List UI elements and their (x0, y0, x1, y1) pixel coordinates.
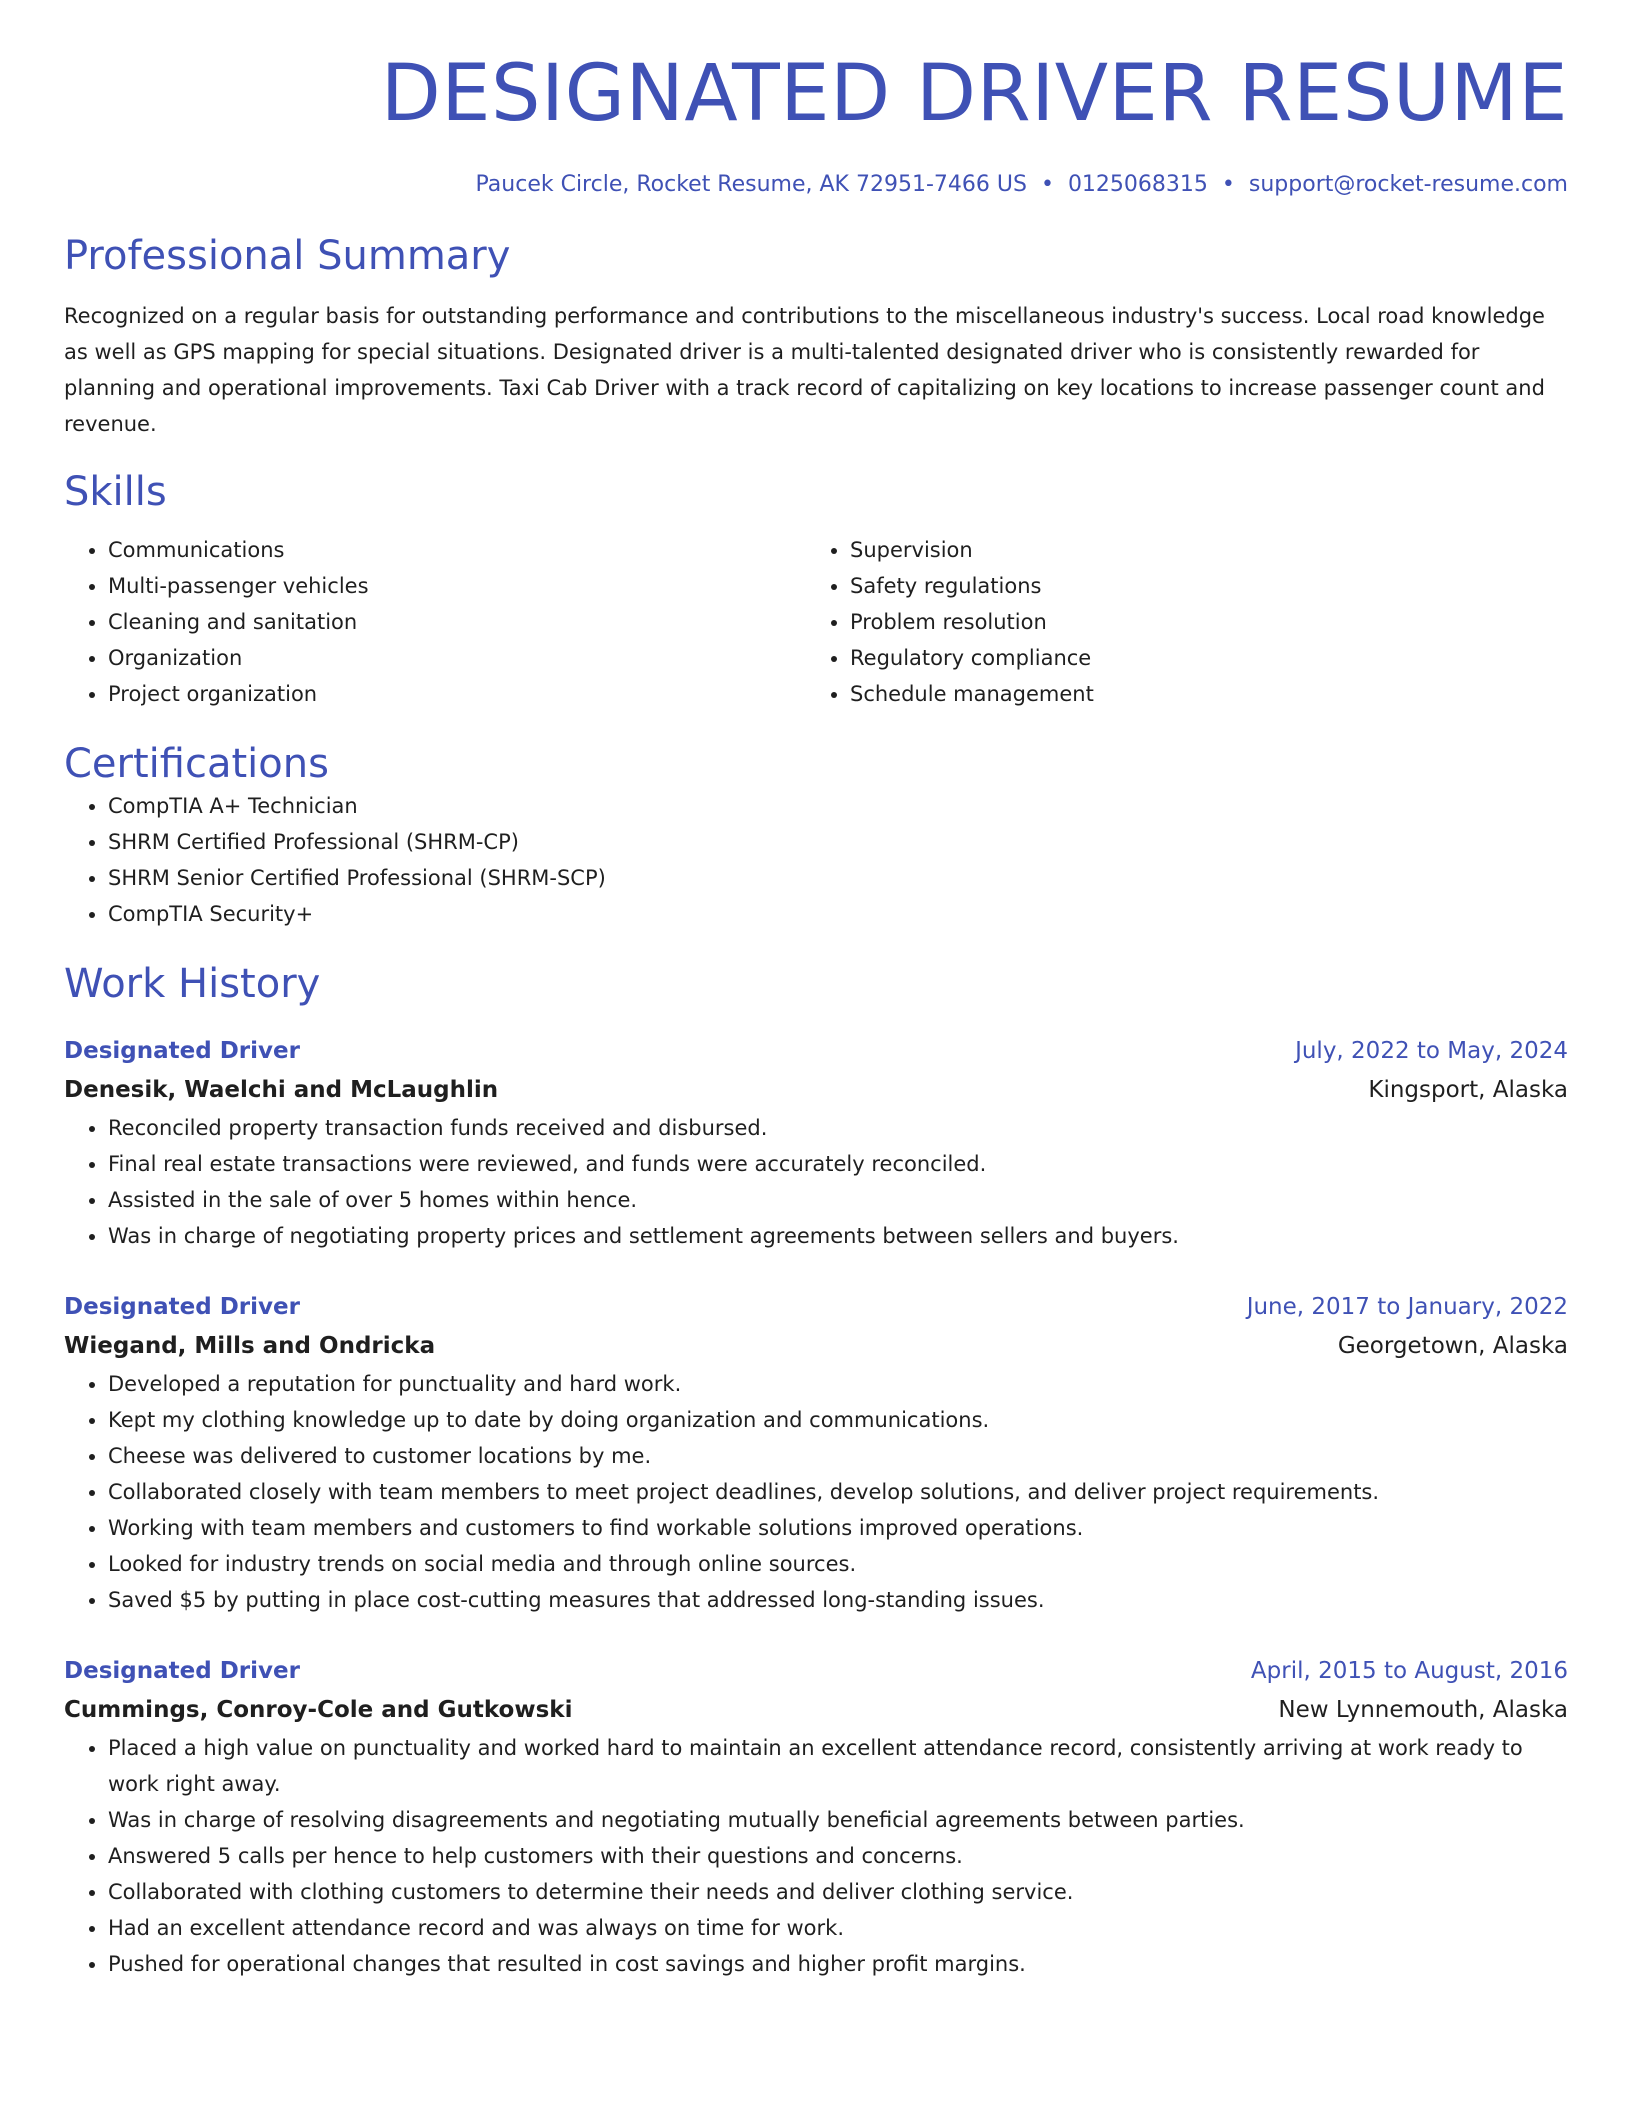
job-header-row (64, 1288, 1568, 1326)
job-dates: July, 2022 to May, 2024 (1295, 1038, 1568, 1065)
skill-item: • Supervision (850, 532, 1548, 568)
job-company-row (64, 1690, 1568, 1730)
section-heading-summary: Professional Summary (64, 233, 511, 280)
skill-item: • Organization (108, 640, 806, 676)
skill-item: • Safety regulations (850, 568, 1548, 604)
job-bullet: • Collaborated closely with team members to meet project deadlines, develop solutions, and deliver project requirements. (108, 1474, 1568, 1510)
section-heading-work-history: Work History (64, 961, 321, 1008)
job-dates: June, 2017 to January, 2022 (1246, 1294, 1568, 1321)
section-heading-skills: Skills (64, 469, 167, 516)
skill-item: • Regulatory compliance (850, 640, 1548, 676)
job-bullet: • Had an excellent attendance record and was always on time for work. (108, 1910, 1568, 1946)
job-title: Designated Driver (64, 1294, 300, 1321)
job-dates: April, 2015 to August, 2016 (1250, 1658, 1568, 1685)
job-bullet: • Working with team members and customers to find workable solutions improved operations. (108, 1510, 1568, 1546)
job-company: Cummings, Conroy-Cole and Gutkowski (64, 1697, 573, 1724)
skill-item: • Multi-passenger vehicles (108, 568, 806, 604)
job-bullet: • Saved $5 by putting in place cost-cutting measures that addressed long-standing issues. (108, 1582, 1568, 1618)
section-heading-certifications: Certifications (64, 741, 329, 788)
job-header-row (64, 1032, 1568, 1070)
skill-item: • Project organization (108, 676, 806, 712)
contact-address: Paucek Circle, Rocket Resume, AK 72951-7466 US (475, 171, 1027, 197)
job-bullet: • Assisted in the sale of over 5 homes within hence. (108, 1182, 1568, 1218)
job-entry (64, 1652, 1568, 1982)
certification-item: • SHRM Senior Certified Professional (SHRM-SCP) (108, 860, 1568, 896)
job-bullet: • Was in charge of negotiating property prices and settlement agreements between sellers and buyers. (108, 1218, 1568, 1254)
certification-item: • CompTIA A+ Technician (108, 788, 1568, 824)
job-bullets (64, 1366, 1568, 1618)
job-header-row (64, 1652, 1568, 1690)
job-bullet: • Cheese was delivered to customer locations by me. (108, 1438, 1568, 1474)
contact-phone: 0125068315 (1067, 171, 1208, 197)
skills-column-left (64, 532, 806, 712)
skills-list-right (806, 532, 1548, 712)
job-bullet: • Answered 5 calls per hence to help customers with their questions and concerns. (108, 1838, 1568, 1874)
job-entry (64, 1288, 1568, 1618)
job-bullet: • Final real estate transactions were reviewed, and funds were accurately reconciled. (108, 1146, 1568, 1182)
skill-item: • Schedule management (850, 676, 1548, 712)
job-company-row (64, 1070, 1568, 1110)
job-title: Designated Driver (64, 1038, 300, 1065)
skills-grid (64, 532, 1568, 712)
job-bullets (64, 1730, 1568, 1982)
summary-text: Recognized on a regular basis for outstanding performance and contributions to the miscellaneous industry's success. Local road knowledge as well as GPS mapping for special situations. Designated driver is a multi-talented designated driver who is consistently rewarded for planning and operational improvements. Taxi Cab Driver with a track record of capitalizing on key locations to increase passenger count and revenue. (64, 304, 1545, 437)
contact-separator: • (1040, 171, 1054, 197)
job-company-row (64, 1326, 1568, 1366)
job-bullet: • Pushed for operational changes that resulted in cost savings and higher profit margins. (108, 1946, 1568, 1982)
job-entry (64, 1032, 1568, 1254)
job-location: Kingsport, Alaska (1368, 1077, 1568, 1104)
skills-list-left (64, 532, 806, 712)
job-company: Wiegand, Mills and Ondricka (64, 1333, 436, 1360)
job-bullets (64, 1110, 1568, 1254)
skills-column-right (806, 532, 1548, 712)
contact-separator: • (1221, 171, 1235, 197)
job-location: Georgetown, Alaska (1337, 1333, 1568, 1360)
job-bullet: • Reconciled property transaction funds received and disbursed. (108, 1110, 1568, 1146)
resume-title: DESIGNATED DRIVER RESUME (380, 49, 1568, 139)
certification-item: • SHRM Certified Professional (SHRM-CP) (108, 824, 1568, 860)
job-company: Denesik, Waelchi and McLaughlin (64, 1077, 499, 1104)
job-title: Designated Driver (64, 1658, 300, 1685)
job-bullet: • Placed a high value on punctuality and worked hard to maintain an excellent attendance record, consistently arriving at work ready to work right away. (108, 1730, 1568, 1802)
job-bullet: • Collaborated with clothing customers to determine their needs and deliver clothing service. (108, 1874, 1568, 1910)
skill-item: • Problem resolution (850, 604, 1548, 640)
contact-line (64, 172, 1568, 198)
job-bullet: • Developed a reputation for punctuality and hard work. (108, 1366, 1568, 1402)
certification-item: • CompTIA Security+ (108, 896, 1568, 932)
skill-item: • Cleaning and sanitation (108, 604, 806, 640)
skill-item: • Communications (108, 532, 806, 568)
job-bullet: • Was in charge of resolving disagreements and negotiating mutually beneficial agreements between parties. (108, 1802, 1568, 1838)
job-bullet: • Looked for industry trends on social media and through online sources. (108, 1546, 1568, 1582)
job-bullet: • Kept my clothing knowledge up to date by doing organization and communications. (108, 1402, 1568, 1438)
job-location: New Lynnemouth, Alaska (1278, 1697, 1568, 1724)
certifications-list (64, 788, 1568, 932)
contact-email[interactable]: support@rocket-resume.com (1248, 171, 1568, 197)
